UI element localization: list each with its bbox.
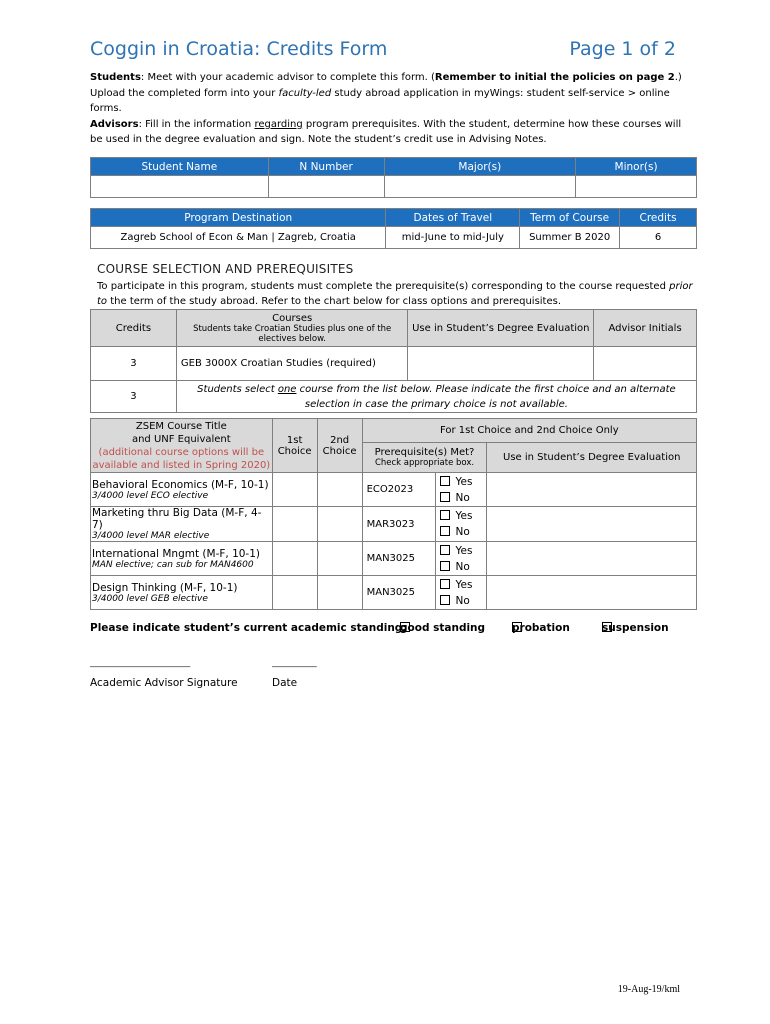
checkbox-icon[interactable]	[440, 510, 450, 520]
term-of-course-header: Term of Course	[520, 209, 620, 227]
courses-header-title: Courses	[272, 312, 313, 324]
prereq-header-subtitle: Check appropriate box.	[374, 458, 475, 468]
second-choice-field[interactable]	[317, 507, 362, 542]
date-line[interactable]: ____________	[272, 658, 317, 667]
page-number: Page 1 of 2	[569, 38, 676, 60]
zsem-use-header: Use in Student’s Degree Evaluation	[487, 443, 697, 473]
for-choice-header: For 1st Choice and 2nd Choice Only	[362, 419, 696, 443]
course-equivalent: 3/4000 level GEB elective	[92, 593, 208, 604]
majors-field[interactable]	[384, 176, 576, 198]
yes-option[interactable]	[440, 577, 487, 593]
program-destination-header: Program Destination	[91, 209, 386, 227]
checkbox-icon[interactable]	[440, 476, 450, 486]
table-row	[91, 473, 697, 507]
advisors-text-1: : Fill in the information	[138, 118, 255, 130]
yes-label: Yes	[455, 475, 473, 488]
term-of-course-value: Summer B 2020	[520, 227, 620, 249]
elective-credits: 3	[91, 381, 177, 413]
courses-use-header: Use in Student’s Degree Evaluation	[408, 310, 594, 347]
prereq-header-title: Prerequisite(s) Met?	[374, 447, 475, 458]
prereq-checkboxes	[435, 542, 487, 576]
course-title: Behavioral Economics (M-F, 10-1)	[92, 478, 269, 491]
zsem-title-header-note: (additional course options will be available and listed in Spring 2020)	[92, 446, 271, 471]
intro-text	[90, 70, 682, 148]
prereq-course: MAN3025	[362, 542, 435, 576]
section-text-2: the term of the study abroad. Refer to the chart below for class options and prerequisites.	[107, 296, 562, 307]
elective-text-2: course from the list below. Please indicate the first choice and an alternate selection in case the primary choice is not available.	[296, 383, 676, 410]
dates-of-travel-header: Dates of Travel	[386, 209, 520, 227]
page-header	[90, 38, 676, 66]
minors-header: Minor(s)	[576, 158, 697, 176]
checkbox-icon[interactable]	[440, 492, 450, 502]
prereq-course: MAR3023	[362, 507, 435, 542]
first-choice-header: 1st Choice	[272, 419, 317, 473]
students-italic-text: faculty-led	[278, 87, 332, 99]
elective-instruction	[176, 381, 696, 413]
required-course-use-field[interactable]	[408, 347, 594, 381]
prereq-checkboxes	[435, 576, 487, 610]
course-equivalent: 3/4000 level MAR elective	[92, 531, 210, 541]
yes-option[interactable]	[440, 508, 487, 524]
credits-header: Credits	[620, 209, 697, 227]
program-table	[90, 208, 697, 249]
no-label: No	[455, 594, 470, 607]
yes-label: Yes	[455, 510, 473, 522]
course-equivalent: 3/4000 level ECO elective	[92, 490, 209, 501]
section-text	[97, 279, 697, 309]
standing-suspension-label: suspension	[602, 622, 669, 634]
yes-option[interactable]	[440, 474, 487, 490]
degree-use-field[interactable]	[487, 542, 697, 576]
table-row	[91, 507, 697, 542]
first-choice-field[interactable]	[272, 507, 317, 542]
required-course-credits: 3	[91, 347, 177, 381]
course-cell	[91, 473, 273, 507]
checkbox-icon[interactable]	[440, 579, 450, 589]
minors-field[interactable]	[576, 176, 697, 198]
course-title: Marketing thru Big Data (M-F, 4-7)	[92, 507, 262, 531]
degree-use-field[interactable]	[487, 507, 697, 542]
second-choice-header: 2nd Choice	[317, 419, 362, 473]
table-row	[91, 576, 697, 610]
elective-underline-text: one	[277, 383, 297, 395]
yes-option[interactable]	[440, 543, 487, 559]
yes-label: Yes	[455, 578, 473, 591]
student-name-field[interactable]	[91, 176, 269, 198]
zsem-course-table	[90, 418, 697, 610]
courses-credits-header: Credits	[91, 310, 177, 347]
credits-value: 6	[620, 227, 697, 249]
table-row	[91, 542, 697, 576]
zsem-title-header-2: and UNF Equivalent	[131, 433, 231, 445]
standing-good-label: good standing	[400, 622, 486, 634]
majors-header: Major(s)	[384, 158, 576, 176]
advisors-paragraph	[90, 117, 682, 148]
advisors-text-2: program prerequisites. With the student, determine how these courses will be used in the degree evaluation and sign. Note the student’s credit use in Advising Notes.	[90, 118, 682, 146]
zsem-title-header	[91, 419, 273, 473]
student-name-header: Student Name	[91, 158, 269, 176]
first-choice-field[interactable]	[272, 542, 317, 576]
no-option[interactable]	[440, 524, 487, 540]
prereq-course: MAN3025	[362, 576, 435, 610]
section-title: COURSE SELECTION AND PREREQUISITES	[97, 262, 354, 276]
students-paragraph	[90, 70, 682, 117]
course-equivalent: MAN elective; can sub for MAN4600	[92, 559, 254, 570]
degree-use-field[interactable]	[487, 576, 697, 610]
advisor-signature-line[interactable]: ___________________________	[90, 658, 190, 667]
second-choice-field[interactable]	[317, 542, 362, 576]
prereq-checkboxes	[435, 473, 487, 507]
student-info-table	[90, 157, 697, 198]
courses-table	[90, 309, 697, 413]
students-bold-text: Remember to initial the policies on page 2	[434, 72, 675, 83]
first-choice-field[interactable]	[272, 576, 317, 610]
prereq-header	[362, 443, 487, 473]
advisors-label: Advisors	[90, 118, 139, 130]
course-cell	[91, 542, 273, 576]
no-option[interactable]	[440, 593, 487, 609]
course-cell	[91, 507, 273, 542]
checkbox-icon[interactable]	[440, 561, 450, 571]
advisor-initials-header: Advisor Initials	[594, 310, 697, 347]
no-option[interactable]	[440, 490, 487, 506]
advisor-signature	[90, 658, 238, 689]
standing-probation-label: probation	[512, 622, 570, 634]
required-course-name: GEB 3000X Croatian Studies (required)	[176, 347, 408, 381]
program-destination-value: Zagreb School of Econ & Man | Zagreb, Croatia	[91, 227, 386, 249]
courses-header-subtitle: Students take Croatian Studies plus one of the electives below.	[193, 323, 392, 344]
checkbox-icon[interactable]	[440, 545, 450, 555]
academic-standing-label: Please indicate student’s current academic standing:	[90, 622, 407, 634]
elective-text-1: Students select	[197, 383, 278, 395]
n-number-field[interactable]	[268, 176, 384, 198]
date-label: Date	[272, 677, 298, 689]
n-number-header: N Number	[268, 158, 384, 176]
courses-header	[176, 310, 408, 347]
prereq-checkboxes	[435, 507, 487, 542]
no-label: No	[455, 491, 470, 504]
students-text-2: .) Upload the completed form into your	[90, 72, 682, 99]
no-label: No	[455, 560, 470, 573]
required-course-initials-field[interactable]	[594, 347, 697, 381]
students-text-1: : Meet with your academic advisor to complete this form. (	[140, 72, 435, 83]
degree-use-field[interactable]	[487, 473, 697, 507]
second-choice-field[interactable]	[317, 576, 362, 610]
section-text-1: To participate in this program, students must complete the prerequisite(s) corresponding to the course requested	[97, 281, 670, 292]
advisors-underline-text: regarding	[254, 118, 303, 130]
course-title: International Mngmt (M-F, 10-1)	[92, 547, 260, 560]
signature-date	[272, 658, 316, 689]
students-label: Students	[90, 72, 141, 83]
students-text-3: study abroad application in myWings: student self-service > online forms.	[90, 87, 670, 115]
dates-of-travel-value: mid-June to mid-July	[386, 227, 520, 249]
checkbox-icon[interactable]	[440, 526, 450, 536]
second-choice-field[interactable]	[317, 473, 362, 507]
checkbox-icon[interactable]	[440, 595, 450, 605]
prereq-course: ECO2023	[362, 473, 435, 507]
first-choice-field[interactable]	[272, 473, 317, 507]
section-italic-text: prior to	[97, 281, 693, 307]
course-cell	[91, 576, 273, 610]
yes-label: Yes	[455, 544, 473, 557]
no-option[interactable]	[440, 559, 487, 575]
advisor-signature-label: Academic Advisor Signature	[90, 677, 238, 689]
footer-stamp: 19-Aug-19/kml	[617, 984, 680, 995]
course-title: Design Thinking (M-F, 10-1)	[92, 581, 238, 594]
zsem-title-header-1: ZSEM Course Title	[135, 420, 227, 432]
no-label: No	[455, 526, 470, 538]
page-title: Coggin in Croatia: Credits Form	[90, 38, 388, 60]
